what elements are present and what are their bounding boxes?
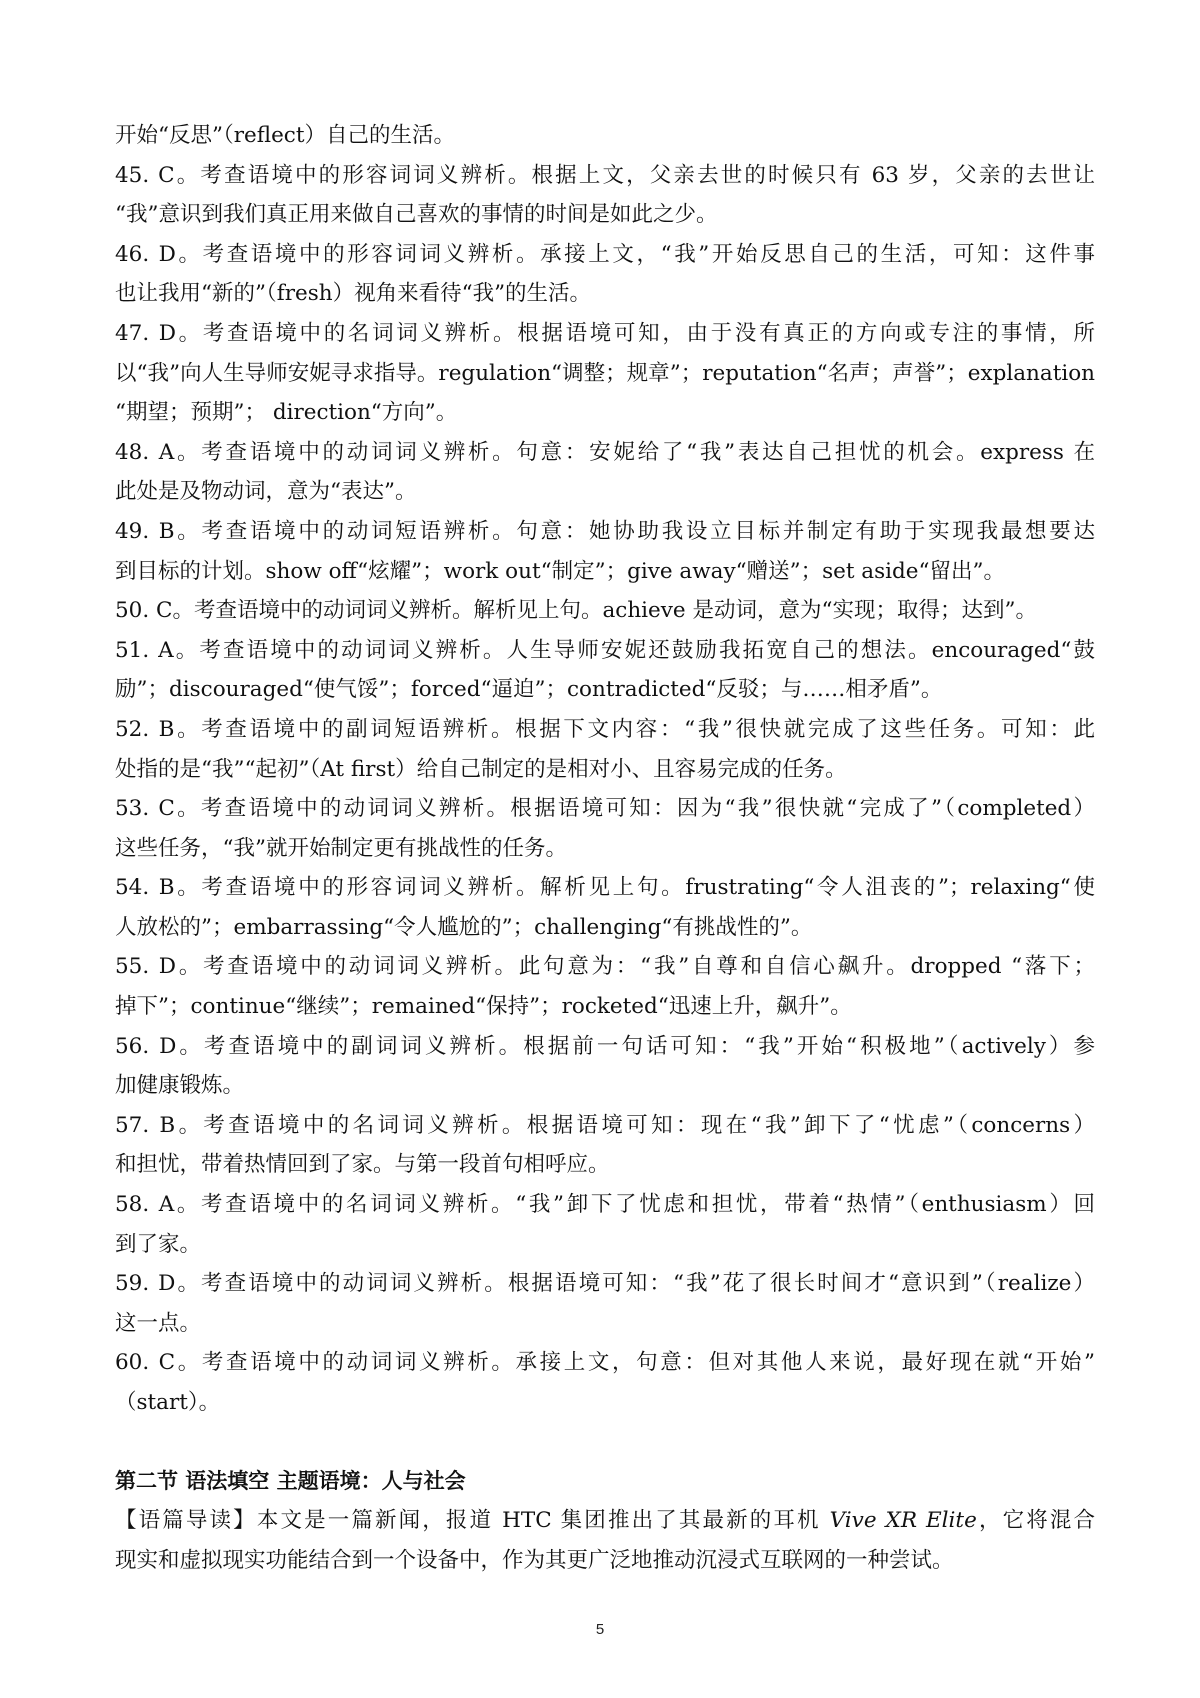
answer-line: 56. D。考查语境中的副词词义辨析。根据前一句话可知：“我”开始“积极地”（actively）参 [115, 1033, 1095, 1059]
answer-item [115, 1185, 1095, 1264]
answer-line: （start）。 [115, 1390, 221, 1415]
answer-line: 55. D。考查语境中的动词词义辨析。此句意为：“我”自尊和自信心飙升。dropped “落下； [115, 954, 1095, 980]
answer-item [115, 512, 1095, 591]
answer-line: 此处是及物动词，意为“表达”。 [115, 479, 417, 505]
answer-item [115, 789, 1095, 868]
answer-line: “期望；预期”； direction“方向”。 [115, 400, 458, 426]
answer-line: 49. B。考查语境中的动词短语辨析。句意：她协助我设立目标并制定有助于实现我最想要达 [115, 518, 1095, 544]
answer-item [115, 1264, 1095, 1343]
answer-line: 52. B。考查语境中的副词短语辨析。根据下文内容：“我”很快就完成了这些任务。可知：此 [115, 716, 1095, 742]
answer-line: 50. C。考查语境中的动词词义辨析。解析见上句。achieve 是动词，意为“实现；取得；达到”。 [115, 598, 1037, 624]
answer-line: “我”意识到我们真正用来做自己喜欢的事情的时间是如此之少。 [115, 202, 718, 228]
reading-guide-text: ，它将混合 [976, 1507, 1095, 1533]
answer-line: 58. A。考查语境中的名词词义辨析。“我”卸下了忧虑和担忧，带着“热情”（enthusiasm）回 [115, 1192, 1095, 1218]
answer-item [115, 116, 1095, 156]
answer-line: 掉下”；continue“继续”；remained“保持”；rocketed“迅速上升，飙升”。 [115, 994, 852, 1020]
answer-line: 54. B。考查语境中的形容词词义辨析。解析见上句。frustrating“令人沮丧的”；relaxing“使 [115, 875, 1095, 901]
answer-line: 到了家。 [115, 1231, 202, 1257]
page-number: 5 [595, 1621, 605, 1638]
answer-line: 47. D。考查语境中的名词词义辨析。根据语境可知，由于没有真正的方向或专注的事情，所 [115, 320, 1095, 346]
answer-line: 59. D。考查语境中的动词词义辨析。根据语境可知：“我”花了很长时间才“意识到”（realize） [115, 1271, 1095, 1297]
answer-line: 励”；discouraged“使气馁”；forced“逼迫”；contradicted“反驳；与……相矛盾”。 [115, 677, 943, 703]
answer-line: 以“我”向人生导师安妮寻求指导。regulation“调整；规章”；reputation“名声；声誉”；explanation [115, 360, 1095, 386]
answer-line: 开始“反思”（reflect）自己的生活。 [115, 123, 455, 148]
answer-line: 到目标的计划。show off“炫耀”；work out“制定”；give away“赠送”；set aside“留出”。 [115, 558, 1006, 584]
answer-item [115, 1343, 1095, 1422]
answer-line: 48. A。考查语境中的动词词义辨析。句意：安妮给了“我”表达自己担忧的机会。express 在 [115, 439, 1095, 465]
answer-line: 这些任务，“我”就开始制定更有挑战性的任务。 [115, 835, 567, 861]
answer-item [115, 710, 1095, 789]
answer-line: 处指的是“我”“起初”（At first）给自己制定的是相对小、且容易完成的任务。 [115, 756, 847, 782]
section-gap [115, 1423, 1095, 1461]
reading-guide-line [115, 1501, 1095, 1541]
document-page [115, 116, 1095, 1581]
answer-line: 也让我用“新的”（fresh）视角来看待“我”的生活。 [115, 281, 592, 307]
answer-line: 46. D。考查语境中的形容词词义辨析。承接上文，“我”开始反思自己的生活，可知：这件事 [115, 241, 1095, 267]
answer-item [115, 947, 1095, 1026]
answer-item [115, 156, 1095, 235]
product-name: Vive XR Elite [829, 1507, 977, 1533]
answer-line: 这一点。 [115, 1310, 202, 1336]
answer-item [115, 433, 1095, 512]
answer-line: 51. A。考查语境中的动词词义辨析。人生导师安妮还鼓励我拓宽自己的想法。encouraged“鼓 [115, 637, 1095, 663]
reading-guide-line: 现实和虚拟现实功能结合到一个设备中，作为其更广泛地推动沉浸式互联网的一种尝试。 [115, 1547, 954, 1573]
answer-item [115, 591, 1095, 631]
answer-item [115, 631, 1095, 710]
answer-line: 45. C。考查语境中的形容词词义辨析。根据上文，父亲去世的时候只有 63 岁，父亲的去世让 [115, 162, 1095, 188]
answer-line: 和担忧，带着热情回到了家。与第一段首句相呼应。 [115, 1152, 610, 1178]
section-title: 第二节 语法填空 主题语境：人与社会 [115, 1468, 466, 1493]
reading-guide-text: 【语篇导读】本文是一篇新闻，报道 HTC 集团推出了其最新的耳机 [115, 1507, 830, 1533]
answer-item [115, 868, 1095, 947]
answer-line: 53. C。考查语境中的动词词义辨析。根据语境可知：因为“我”很快就“完成了”（completed） [115, 796, 1095, 822]
answer-line: 人放松的”；embarrassing“令人尴尬的”；challenging“有挑战性的”。 [115, 914, 813, 940]
answer-explanations [115, 116, 1095, 1423]
answer-line: 加健康锻炼。 [115, 1073, 245, 1099]
answer-item [115, 314, 1095, 433]
answer-item [115, 235, 1095, 314]
answer-line: 60. C。考查语境中的动词词义辨析。承接上文，句意：但对其他人来说，最好现在就“开始” [115, 1350, 1095, 1376]
answer-item [115, 1027, 1095, 1106]
answer-line: 57. B。考查语境中的名词词义辨析。根据语境可知：现在“我”卸下了“忧虑”（concerns） [115, 1112, 1095, 1138]
answer-item [115, 1106, 1095, 1185]
